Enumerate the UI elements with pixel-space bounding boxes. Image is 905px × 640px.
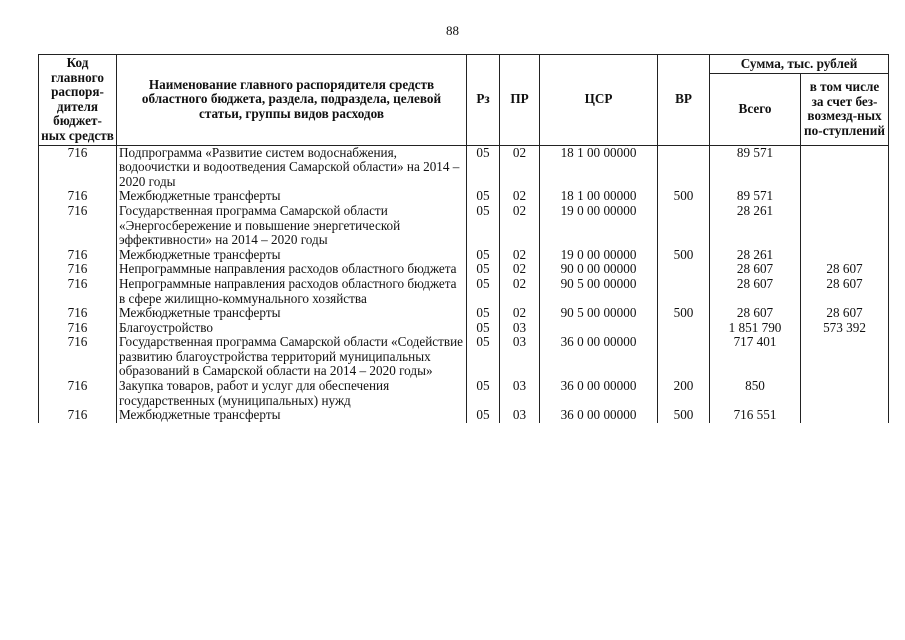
row-total: 28 261 [710, 248, 801, 263]
row-free: 573 392 [801, 321, 889, 336]
row-rz: 05 [467, 408, 500, 423]
row-total: 28 607 [710, 262, 801, 277]
row-pr: 02 [500, 306, 540, 321]
row-free [801, 408, 889, 423]
row-total: 716 551 [710, 408, 801, 423]
header-free: в том числе за счет без-возмезд-ных по-ступлений [801, 74, 889, 146]
row-free: 28 607 [801, 306, 889, 321]
row-name: Подпрограмма «Развитие систем водоснабжения, водоочистки и водоотведения Самарской области» на 2014 – 2020 годы [117, 145, 467, 189]
row-csr: 36 0 00 00000 [540, 379, 658, 408]
row-pr: 03 [500, 321, 540, 336]
table-row [39, 204, 889, 248]
row-rz: 05 [467, 204, 500, 248]
row-total: 28 607 [710, 306, 801, 321]
row-pr: 03 [500, 408, 540, 423]
row-rz: 05 [467, 262, 500, 277]
row-free: 28 607 [801, 277, 889, 306]
row-vr: 500 [658, 408, 710, 423]
table-row [39, 262, 889, 277]
row-name: Государственная программа Самарской области «Содействие развитию благоустройства территорий муниципальных образований в Самарской области на 2014 – 2020 годы» [117, 335, 467, 379]
row-free [801, 204, 889, 248]
page-number: 88 [446, 23, 459, 38]
row-vr: 500 [658, 248, 710, 263]
row-code: 716 [39, 379, 117, 408]
row-free [801, 189, 889, 204]
header-sum: Сумма, тыс. рублей [710, 55, 889, 74]
row-vr [658, 145, 710, 189]
row-csr: 36 0 00 00000 [540, 335, 658, 379]
row-name: Государственная программа Самарской области «Энергосбережение и повышение энергетической эффективности» на 2014 – 2020 годы [117, 204, 467, 248]
row-name: Межбюджетные трансферты [117, 189, 467, 204]
row-csr: 18 1 00 00000 [540, 145, 658, 189]
row-csr: 90 5 00 00000 [540, 306, 658, 321]
row-vr [658, 321, 710, 336]
row-vr [658, 262, 710, 277]
row-csr: 18 1 00 00000 [540, 189, 658, 204]
row-total: 28 261 [710, 204, 801, 248]
header-code: Код главного распоря-дителя бюджет-ных средств [39, 55, 117, 146]
header-csr: ЦСР [540, 55, 658, 146]
row-rz: 05 [467, 248, 500, 263]
row-rz: 05 [467, 145, 500, 189]
row-rz: 05 [467, 379, 500, 408]
row-name: Межбюджетные трансферты [117, 306, 467, 321]
row-rz: 05 [467, 189, 500, 204]
budget-table [38, 54, 889, 423]
row-pr: 02 [500, 262, 540, 277]
row-code: 716 [39, 204, 117, 248]
row-rz: 05 [467, 335, 500, 379]
row-free [801, 248, 889, 263]
row-pr: 02 [500, 204, 540, 248]
row-csr: 90 0 00 00000 [540, 262, 658, 277]
header-rz: Рз [467, 55, 500, 146]
table-row [39, 306, 889, 321]
table-row [39, 408, 889, 423]
row-code: 716 [39, 335, 117, 379]
row-rz: 05 [467, 306, 500, 321]
row-csr: 19 0 00 00000 [540, 248, 658, 263]
row-name: Благоустройство [117, 321, 467, 336]
row-code: 716 [39, 321, 117, 336]
row-vr: 200 [658, 379, 710, 408]
row-code: 716 [39, 262, 117, 277]
table-row [39, 335, 889, 379]
row-name: Межбюджетные трансферты [117, 248, 467, 263]
row-name: Непрограммные направления расходов областного бюджета в сфере жилищно-коммунального хозяйства [117, 277, 467, 306]
table-body [39, 145, 889, 423]
header-vr: ВР [658, 55, 710, 146]
row-rz: 05 [467, 321, 500, 336]
row-rz: 05 [467, 277, 500, 306]
row-total: 1 851 790 [710, 321, 801, 336]
row-code: 716 [39, 189, 117, 204]
table-row [39, 189, 889, 204]
table-row [39, 277, 889, 306]
row-total: 717 401 [710, 335, 801, 379]
row-vr [658, 277, 710, 306]
row-total: 89 571 [710, 145, 801, 189]
table-row [39, 321, 889, 336]
row-csr: 36 0 00 00000 [540, 408, 658, 423]
row-name: Закупка товаров, работ и услуг для обеспечения государственных (муниципальных) нужд [117, 379, 467, 408]
row-total: 89 571 [710, 189, 801, 204]
table-row [39, 145, 889, 189]
row-pr: 02 [500, 277, 540, 306]
row-code: 716 [39, 306, 117, 321]
row-code: 716 [39, 277, 117, 306]
row-free: 28 607 [801, 262, 889, 277]
row-csr: 90 5 00 00000 [540, 277, 658, 306]
row-free [801, 145, 889, 189]
row-vr [658, 204, 710, 248]
table-row [39, 248, 889, 263]
table-row [39, 379, 889, 408]
row-code: 716 [39, 145, 117, 189]
header-pr: ПР [500, 55, 540, 146]
row-vr [658, 335, 710, 379]
row-vr: 500 [658, 189, 710, 204]
row-name: Межбюджетные трансферты [117, 408, 467, 423]
row-vr: 500 [658, 306, 710, 321]
row-csr [540, 321, 658, 336]
row-pr: 03 [500, 335, 540, 379]
header-total: Всего [710, 74, 801, 146]
row-pr: 03 [500, 379, 540, 408]
row-free [801, 379, 889, 408]
row-pr: 02 [500, 248, 540, 263]
row-name: Непрограммные направления расходов областного бюджета [117, 262, 467, 277]
row-pr: 02 [500, 145, 540, 189]
row-code: 716 [39, 248, 117, 263]
row-total: 850 [710, 379, 801, 408]
row-pr: 02 [500, 189, 540, 204]
row-total: 28 607 [710, 277, 801, 306]
header-name: Наименование главного распорядителя средств областного бюджета, раздела, подраздела, целевой статьи, группы видов расходов [117, 55, 467, 146]
row-code: 716 [39, 408, 117, 423]
row-free [801, 335, 889, 379]
row-csr: 19 0 00 00000 [540, 204, 658, 248]
